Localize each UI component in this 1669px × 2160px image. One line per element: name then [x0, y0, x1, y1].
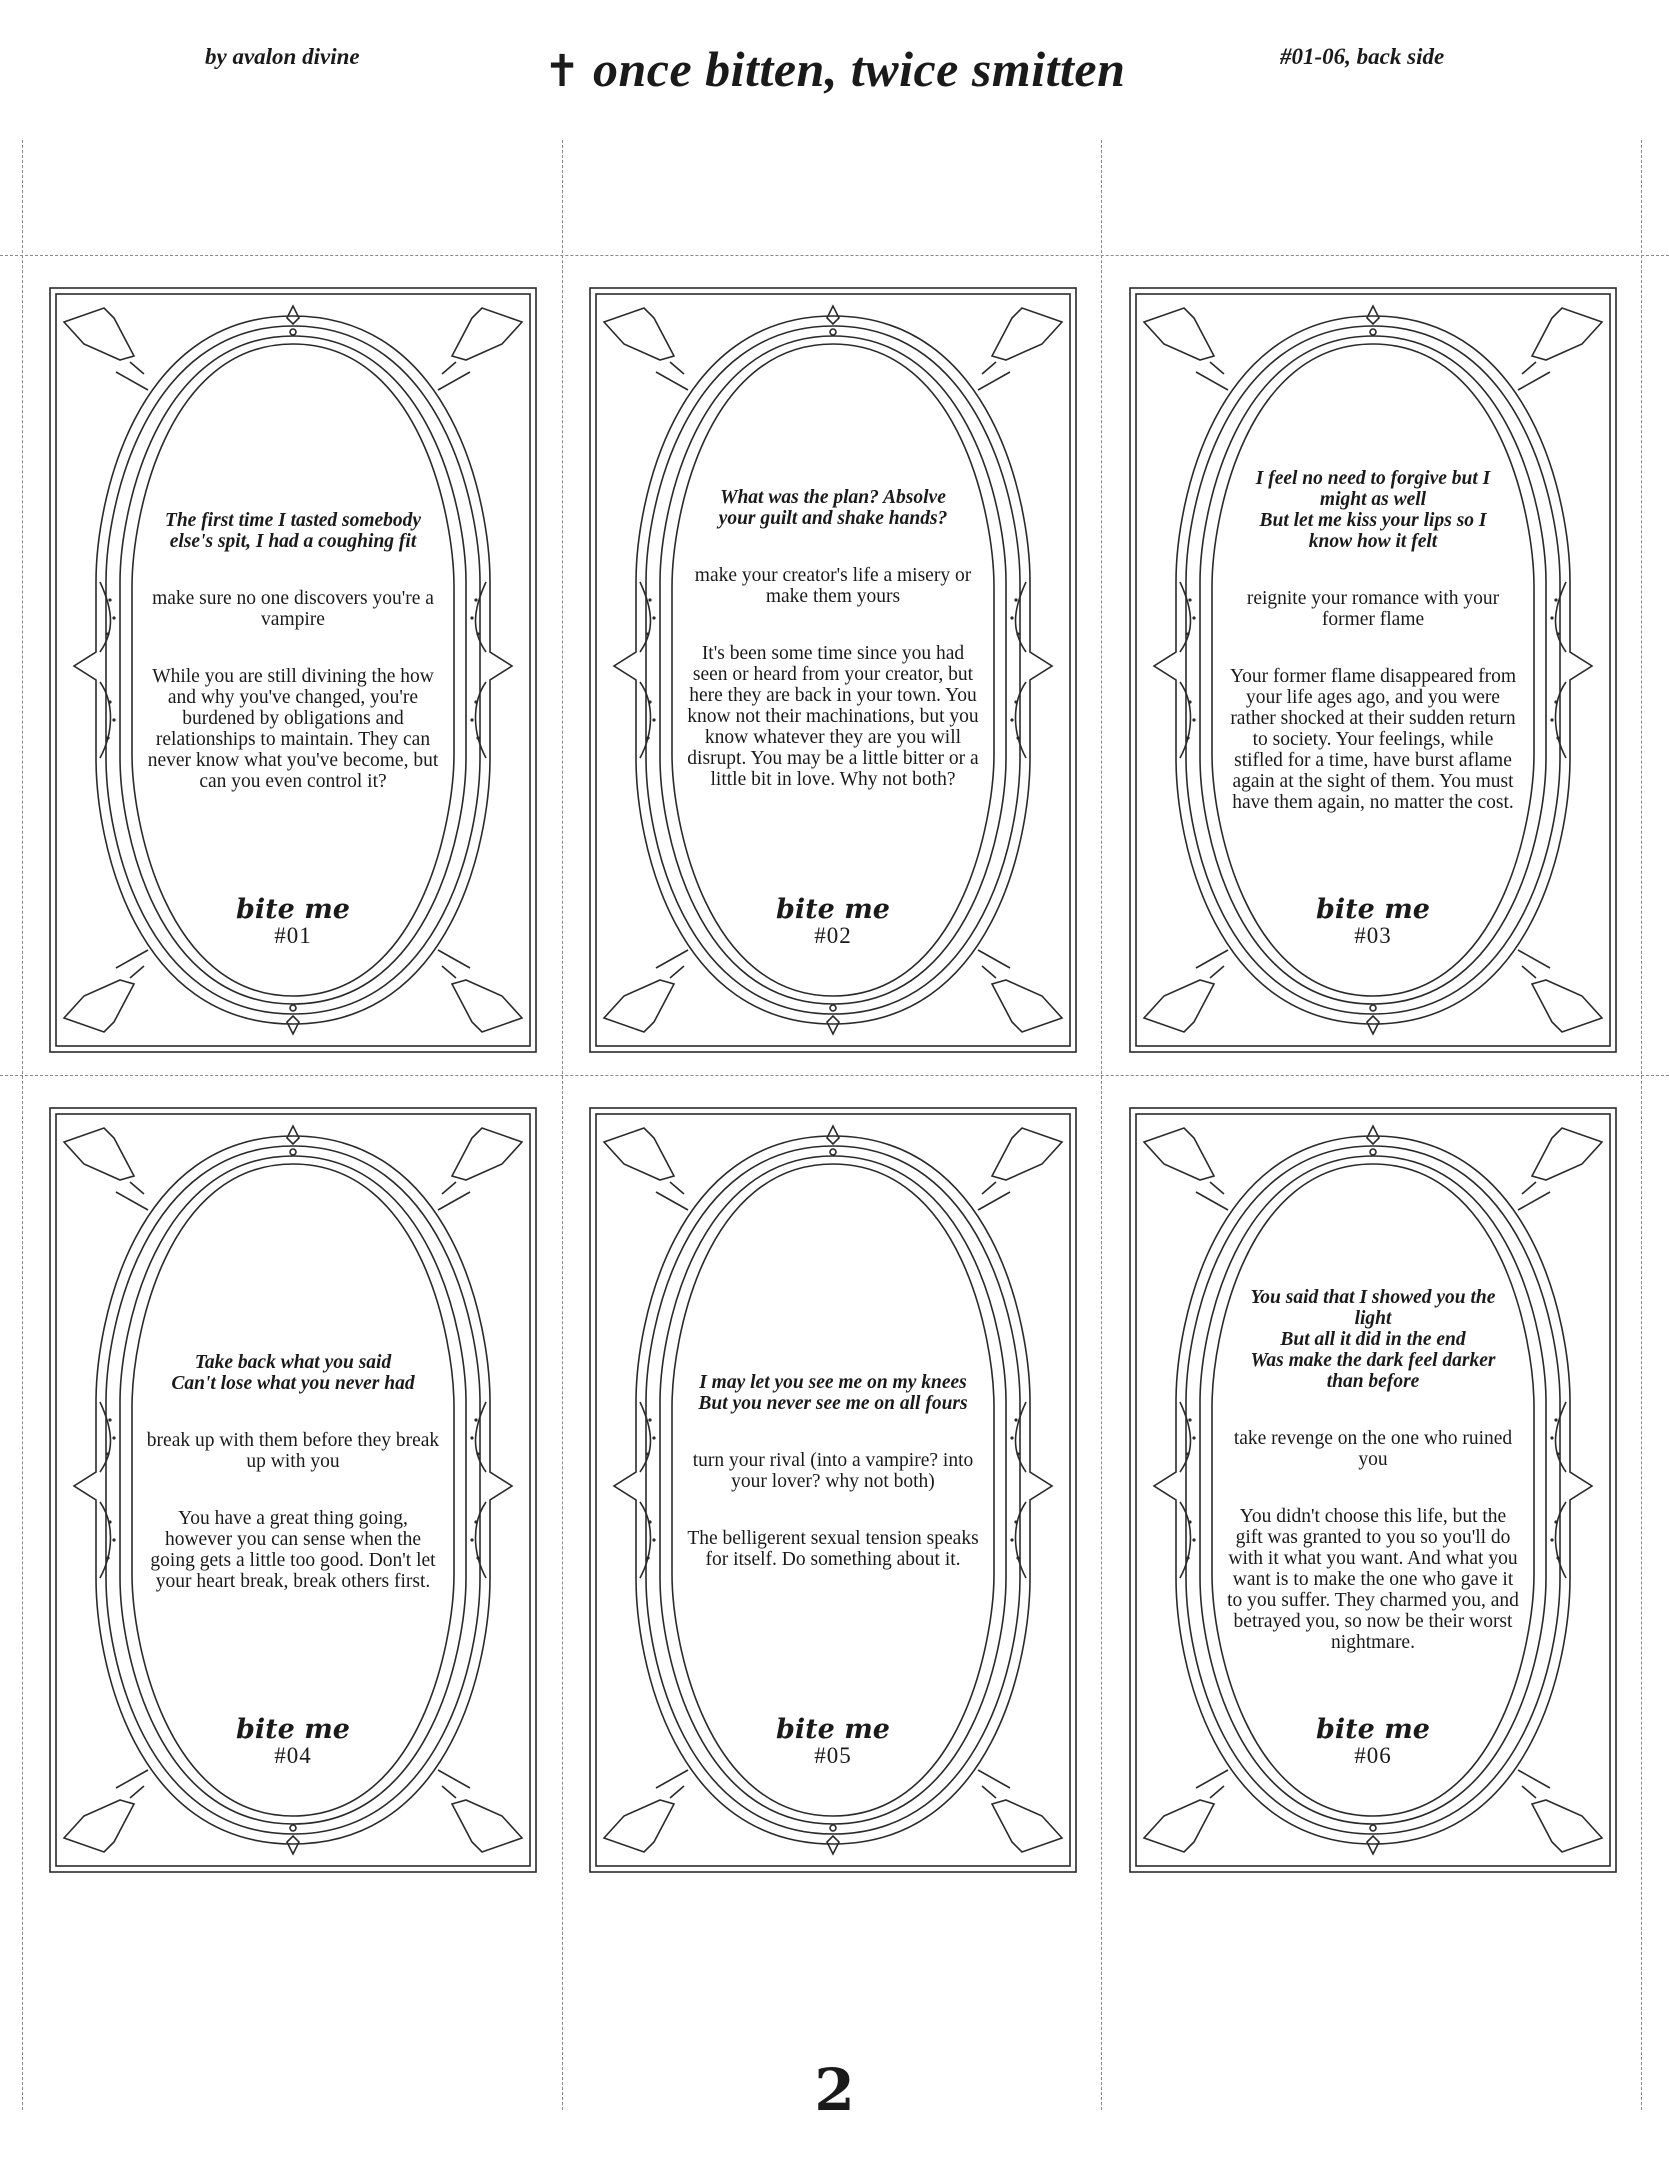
- prompt-card-6: [1124, 1102, 1622, 1878]
- card-prompt: make sure no one discovers you're a vampire: [152, 588, 434, 630]
- title-text: once bitten, twice smitten: [592, 41, 1126, 97]
- bite-me-signature: bite me: [236, 894, 350, 925]
- card-signature: [584, 1716, 1082, 1768]
- bite-me-signature: bite me: [776, 894, 890, 925]
- card-description: Your former flame disappeared from your life ages ago, and you were rather shocked at their sudden return to society. Your feelings, while stifled for a time, have burst aflame again at the sight of them. You must have them again, no matter the cost.: [1229, 666, 1517, 813]
- card-description: It's been some time since you had seen or heard from your creator, but here they are back in your town. You know not their machinations, but you know whatever they are you will disrupt. You may be a little bitter or a little bit in love. Why not both?: [687, 643, 979, 790]
- prompt-card-1: [44, 282, 542, 1058]
- prompt-card-2: [584, 282, 1082, 1058]
- card-quote: Take back what you said Can't lose what you never had: [171, 1352, 415, 1394]
- card-prompt: break up with them before they break up with you: [146, 1430, 440, 1472]
- cut-guide-vertical: [562, 140, 563, 2110]
- bite-me-signature: bite me: [1316, 1714, 1430, 1745]
- card-prompt: turn your rival (into a vampire? into your lover? why not both): [692, 1450, 974, 1492]
- cut-guide-vertical: [22, 140, 23, 2110]
- bite-me-signature: bite me: [236, 1714, 350, 1745]
- card-description: While you are still divining the how and why you've changed, you're burdened by obligations and relationships to maintain. They can never know what you've become, but can you even control it?: [147, 666, 439, 792]
- card-quote: I may let you see me on my knees But you never see me on all fours: [698, 1372, 968, 1414]
- card-description: The belligerent sexual tension speaks for itself. Do something about it.: [687, 1528, 979, 1570]
- bite-me-signature: bite me: [776, 1714, 890, 1745]
- card-number: #02: [814, 923, 852, 948]
- card-number: #03: [1354, 923, 1392, 948]
- author-credit: by avalon divine: [205, 44, 360, 69]
- cut-guide-horizontal: [0, 1075, 1669, 1076]
- card-quote: What was the plan? Absolve your guilt and shake hands?: [718, 487, 948, 529]
- card-quote: You said that I showed you the light But all it did in the end Was make the dark feel darker than before: [1250, 1287, 1496, 1392]
- card-prompt: take revenge on the one who ruined you: [1233, 1428, 1513, 1470]
- prompt-card-3: [1124, 282, 1622, 1058]
- card-signature: [44, 896, 542, 948]
- prompt-card-4: [44, 1102, 542, 1878]
- card-signature: [584, 896, 1082, 948]
- bite-me-signature: bite me: [1316, 894, 1430, 925]
- card-text: [1226, 1287, 1520, 1653]
- card-signature: [1124, 896, 1622, 948]
- cut-guide-vertical: [1101, 140, 1102, 2110]
- card-number: #05: [814, 1743, 852, 1768]
- card-quote: I feel no need to forgive but I might as well But let me kiss your lips so I know how it felt: [1255, 468, 1491, 552]
- card-text: [686, 487, 980, 790]
- cut-guide-vertical: [1641, 140, 1642, 2110]
- card-signature: [44, 1716, 542, 1768]
- card-signature: [1124, 1716, 1622, 1768]
- prompt-card-5: [584, 1102, 1082, 1878]
- card-prompt: make your creator's life a misery or make them yours: [694, 565, 972, 607]
- card-number: #06: [1354, 1743, 1392, 1768]
- card-text: [146, 510, 440, 792]
- card-description: You didn't choose this life, but the gift was granted to you so you'll do with it what you want. And what you want is to make the one who gave it to you suffer. They charmed you, and betrayed you, so now be their worst nightmare.: [1227, 1506, 1519, 1653]
- sheet-label: #01-06, back side: [1280, 44, 1445, 69]
- card-text: [146, 1352, 440, 1592]
- card-description: You have a great thing going, however you can sense when the going gets a little too good. Don't let your heart break, break others first.: [150, 1508, 436, 1592]
- card-text: [1226, 468, 1520, 813]
- cut-guide-horizontal: [0, 255, 1669, 256]
- page-number: 2: [814, 2056, 855, 2124]
- card-prompt: reignite your romance with your former flame: [1246, 588, 1500, 630]
- card-text: [686, 1372, 980, 1570]
- card-number: #04: [274, 1743, 312, 1768]
- cross-icon: ✝: [543, 47, 581, 96]
- card-number: #01: [274, 923, 312, 948]
- card-quote: The first time I tasted somebody else's spit, I had a coughing fit: [164, 510, 422, 552]
